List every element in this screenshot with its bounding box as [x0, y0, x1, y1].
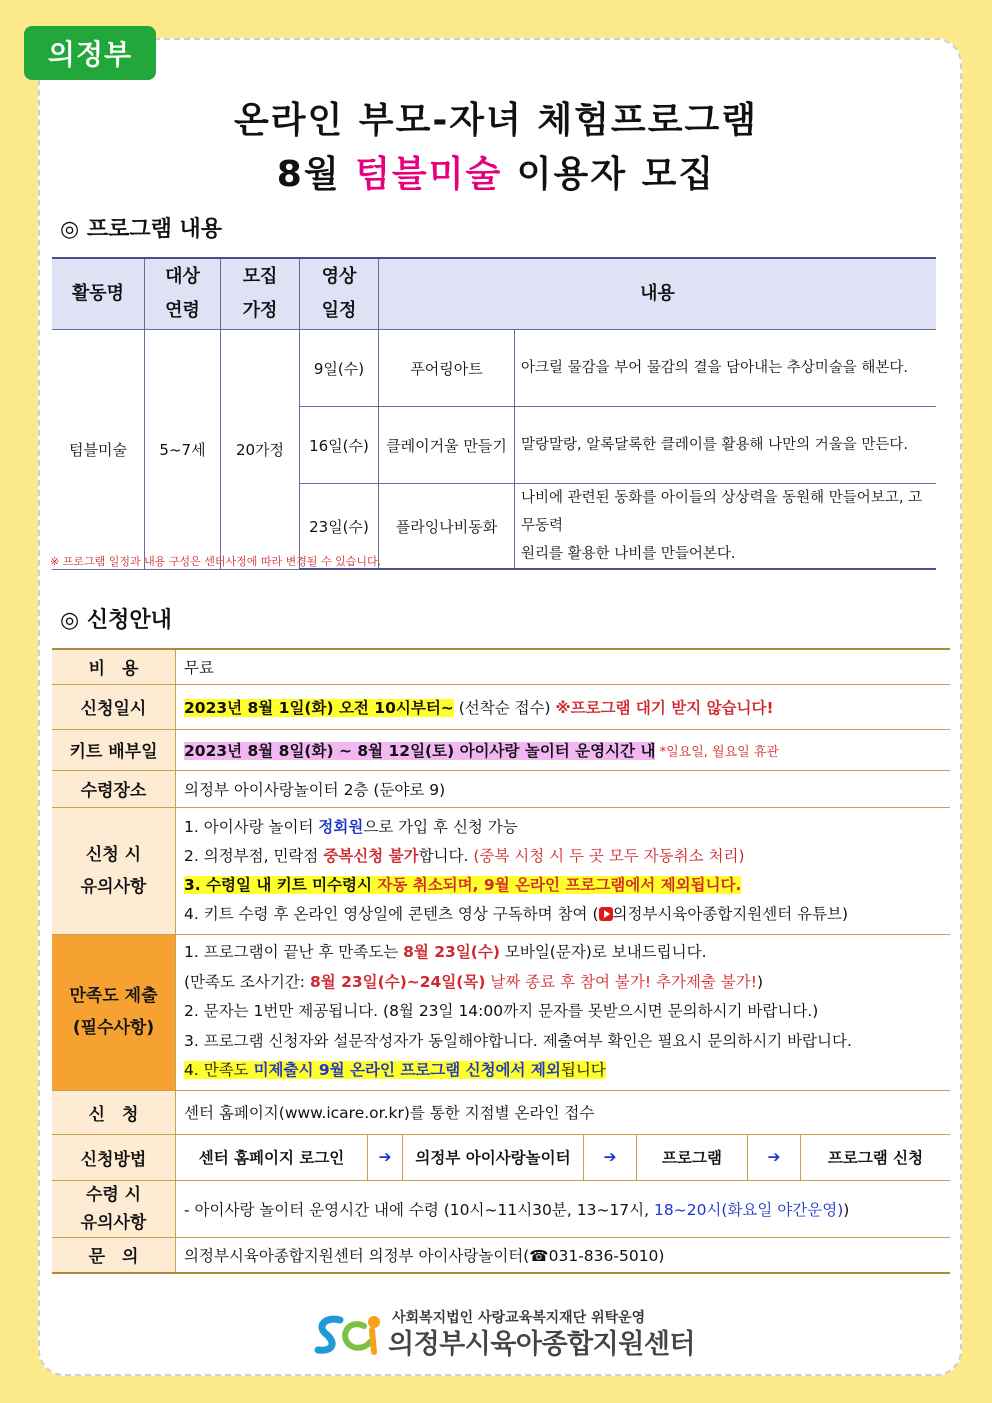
session-date: 9일(수)	[300, 330, 379, 407]
title-highlight: 텀블미술	[355, 154, 503, 195]
kit-date-value: 2023년 8월 8일(화) ~ 8월 12일(토) 아이사랑 놀이터 운영시간 내 *일요일, 월요일 휴관	[176, 729, 951, 770]
caution-item: 4. 키트 수령 후 온라인 영상일에 콘텐츠 영상 구독하며 참여 ( 의정부시육아종합지원센터 유튜브)	[184, 904, 849, 923]
caution-label: 신청 시 유의사항	[52, 807, 176, 934]
caution-item: 2. 의정부점, 민락점 중복신청 불가합니다. (중복 시청 시 두 곳 모두 자동취소 처리)	[184, 846, 745, 865]
survey-item: 1. 프로그램이 끝난 후 만족도는 8월 23일(수) 모바일(문자)로 보내드립니다.	[184, 943, 707, 962]
cost-value: 무료	[176, 649, 951, 684]
survey-list	[176, 934, 951, 1090]
info-row-survey	[52, 934, 950, 1090]
cost-label: 비 용	[52, 649, 176, 684]
session-desc: 말랑말랑, 알록달록한 클레이를 활용해 나만의 거울을 만든다.	[515, 407, 937, 484]
apply-date-value: 2023년 8월 1일(화) 오전 10시부터~ (선착순 접수) ※프로그램 대기 받지 않습니다!	[176, 684, 951, 729]
info-row-kit	[52, 729, 950, 770]
caution-item: 1. 아이사랑 놀이터 정회원으로 가입 후 신청 가능	[184, 817, 518, 836]
title-line1: 온라인 부모-자녀 체험프로그램	[233, 100, 759, 141]
target-age: 5~7세	[145, 330, 221, 570]
session-date: 23일(수)	[300, 484, 379, 570]
info-row-pickup	[52, 1180, 950, 1237]
youtube-icon	[599, 907, 613, 921]
table-row	[52, 330, 936, 407]
apply-date-label: 신청일시	[52, 684, 176, 729]
col-content: 내용	[379, 258, 937, 330]
title-pre: 8월	[276, 154, 356, 195]
apply-label: 신 청	[52, 1090, 176, 1134]
survey-item: 3. 프로그램 신청자와 설문작성자가 동일해야합니다. 제출여부 확인은 필요시 문의하시기 바랍니다.	[184, 1031, 852, 1050]
survey-item: (만족도 조사기간: 8월 23일(수)~24일(목) 날짜 종료 후 참여 불가! 추가제출 불가!)	[184, 972, 764, 991]
method-label: 신청방법	[52, 1134, 176, 1180]
col-age: 대상 연령	[145, 258, 221, 330]
info-row-apply	[52, 1090, 950, 1134]
step-branch: 의정부 아이사랑놀이터	[403, 1135, 584, 1180]
apply-value: 센터 홈페이지(www.icare.or.kr)를 통한 지점별 온라인 접수	[176, 1090, 951, 1134]
title-post: 이용자 모집	[502, 154, 716, 195]
caution-item: 3. 수령일 내 키트 미수령시 자동 취소되며, 9월 온라인 프로그램에서 제외됩니다.	[184, 875, 742, 894]
application-table	[52, 648, 950, 1274]
col-families: 모집 가정	[221, 258, 300, 330]
arrow-icon: ➔	[748, 1135, 801, 1180]
session-desc: 아크릴 물감을 부어 물감의 결을 담아내는 추상미술을 해본다.	[515, 330, 937, 407]
col-date: 영상 일정	[300, 258, 379, 330]
region-badge: 의정부	[24, 26, 156, 80]
step-program: 프로그램	[637, 1135, 748, 1180]
title-line2	[0, 146, 992, 197]
section-program-heading: ◎ 프로그램 내용	[60, 217, 223, 242]
arrow-icon: ➔	[368, 1135, 403, 1180]
step-apply: 프로그램 신청	[827, 1149, 924, 1167]
program-table	[52, 257, 936, 570]
info-row-date	[52, 684, 950, 729]
place-value: 의정부 아이사랑놀이터 2층 (둔야로 9)	[176, 770, 951, 807]
info-row-method	[52, 1134, 950, 1180]
center-logo-icon	[312, 1312, 384, 1358]
contact-value: 의정부시육아종합지원센터 의정부 아이사랑놀이터(☎031-836-5010)	[176, 1237, 951, 1273]
arrow-icon: ➔	[584, 1135, 637, 1180]
contact-label: 문 의	[52, 1237, 176, 1273]
session-desc: 나비에 관련된 동화를 아이들의 상상력을 동원해 만들어보고, 고무동력 원리를 활용한 나비를 만들어본다.	[515, 484, 937, 570]
footer-center-name: 의정부시육아종합지원센터	[388, 1329, 695, 1360]
family-count: 20가정	[221, 330, 300, 570]
session-title: 클레이거울 만들기	[379, 407, 515, 484]
activity-name: 텀블미술	[52, 330, 145, 570]
survey-label: 만족도 제출 (필수사항)	[52, 934, 176, 1090]
info-row-contact	[52, 1237, 950, 1273]
pickup-value: - 아이사랑 놀이터 운영시간 내에 수령 (10시~11시30분, 13~17시, 18~20시(화요일 야간운영))	[176, 1180, 951, 1237]
step-login: 센터 홈페이지 로그인	[176, 1135, 368, 1180]
place-label: 수령장소	[52, 770, 176, 807]
info-row-caution	[52, 807, 950, 934]
footer-operator: 사회복지법인 사랑교육복지재단 위탁운영	[392, 1310, 646, 1326]
col-activity: 활동명	[52, 258, 145, 330]
caution-list	[176, 807, 951, 934]
session-title: 플라잉나비동화	[379, 484, 515, 570]
schedule-note: ※ 프로그램 일정과 내용 구성은 센터사정에 따라 변경될 수 있습니다.	[50, 555, 382, 568]
survey-item: 4. 만족도 미제출시 9월 온라인 프로그램 신청에서 제외됩니다	[184, 1061, 606, 1080]
session-date: 16일(수)	[300, 407, 379, 484]
pickup-label: 수령 시 유의사항	[52, 1180, 176, 1237]
survey-item: 2. 문자는 1번만 제공됩니다. (8월 23일 14:00까지 문자를 못받으시면 문의하시기 바랍니다.)	[184, 1002, 819, 1021]
kit-date-label: 키트 배부일	[52, 729, 176, 770]
info-row-place	[52, 770, 950, 807]
method-steps	[176, 1134, 951, 1180]
section-apply-heading: ◎ 신청안내	[60, 608, 172, 633]
info-row-cost	[52, 649, 950, 684]
session-title: 푸어링아트	[379, 330, 515, 407]
